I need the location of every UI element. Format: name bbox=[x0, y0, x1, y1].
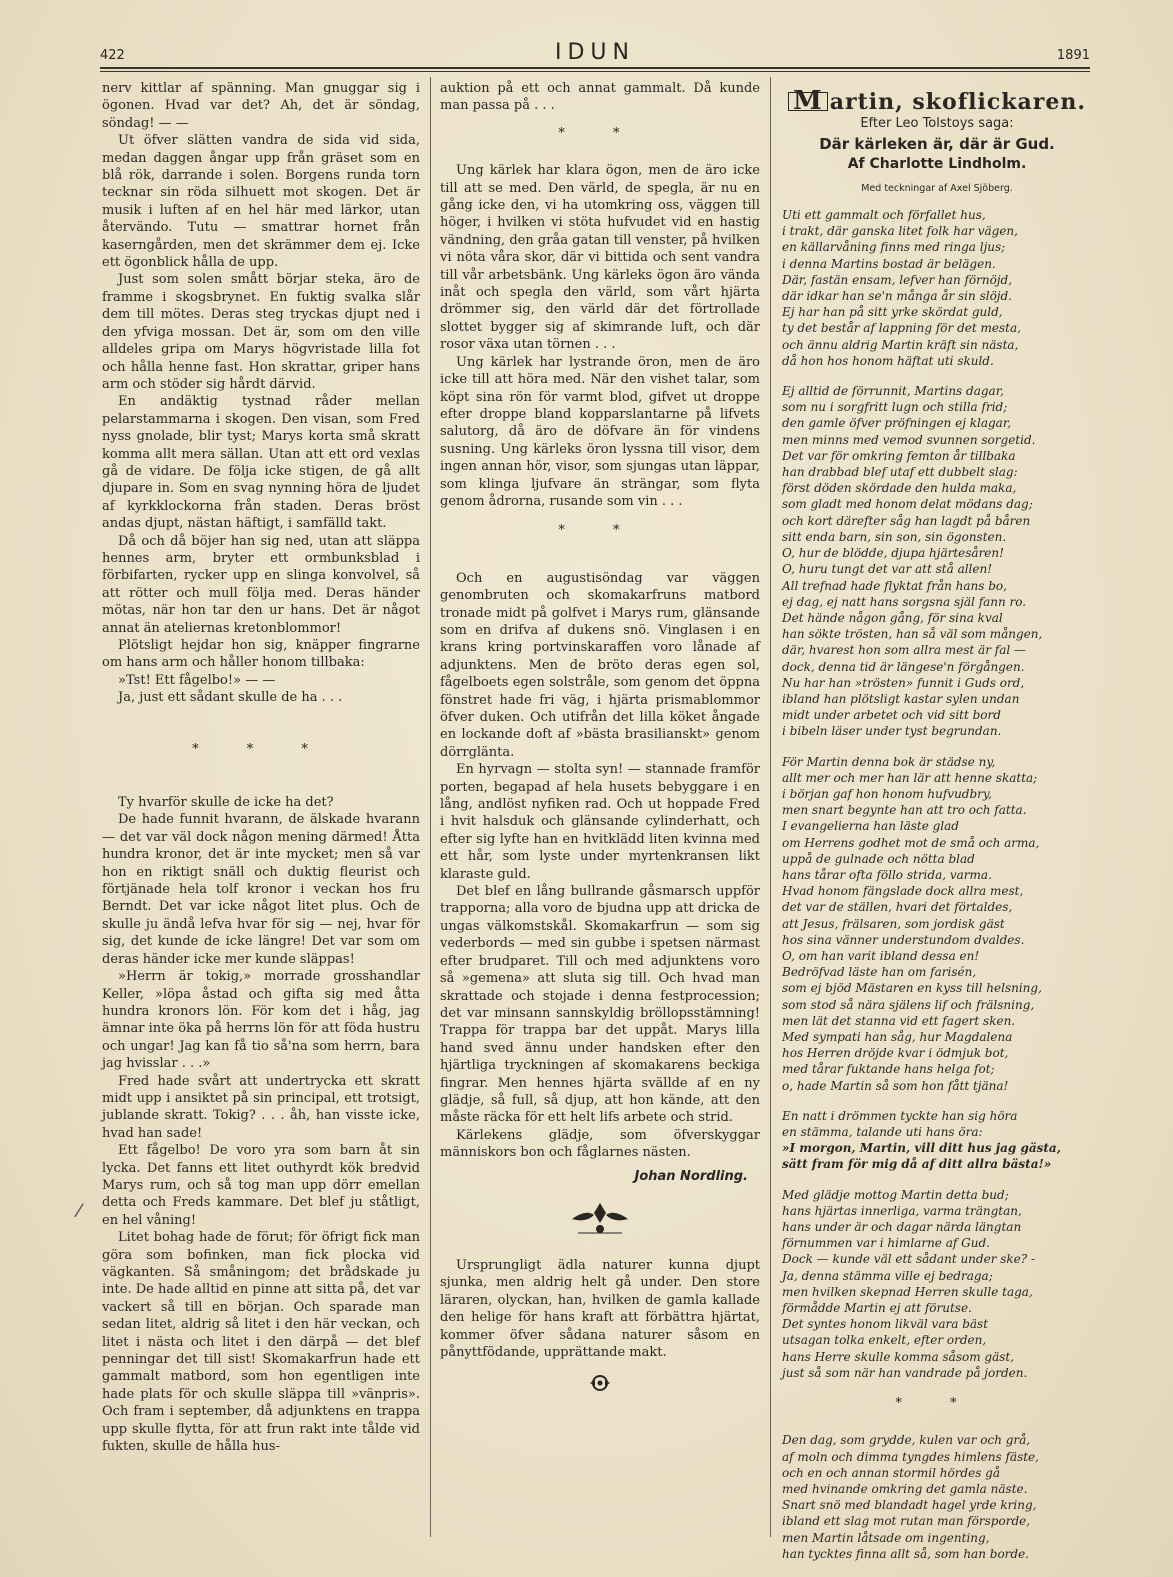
verse-line: »I morgon, Martin, vill ditt hus jag gästa, bbox=[782, 1141, 1061, 1156]
verse-line: uppå de gulnade och nötta blad bbox=[782, 851, 975, 866]
verse-line: med tårar fuktande hans helga fot; bbox=[782, 1062, 995, 1077]
verse-line: som nu i sorgfritt lugn och stilla frid; bbox=[782, 400, 1008, 415]
verse-line: först döden skördade den hulda maka, bbox=[782, 481, 1017, 496]
verse-line: ibland ett slag mot rutan man försporde, bbox=[782, 1514, 1031, 1529]
verse-line: men Martin låtsade om ingenting, bbox=[782, 1530, 990, 1545]
verse-line: Ja, denna stämma ville ej bedraga; bbox=[782, 1268, 993, 1283]
verse-line: om Herrens godhet mot de små och arma, bbox=[782, 835, 1040, 850]
verse-line: sitt enda barn, sin son, sin ögonsten. bbox=[782, 529, 1007, 544]
verse-line: men lät det stanna vid ett fagert sken. bbox=[782, 1013, 1016, 1028]
verse-line: ej dag, ej natt hans sorgsna själ fann ro. bbox=[782, 594, 1027, 609]
verse-line: han sökte trösten, han så väl som mången, bbox=[782, 627, 1043, 642]
paragraph: Det blef en lång bullrande gåsmarsch uppför trapporna; alla voro de bjudna upp att dricka de ungas välkomstskål. Skomakarfrun — som sig vederbords — med sin gubbe i spetsen närmast efter brudparet. Till och med adjunktens voro så »gemena» att sluta sig till. Och hvad man skrattade och stojade i denna festprocession; det var minsann sannskyldig bröllopsstämning! Trappa för trappa bar det uppåt. Marys lilla hand sved ännu under handsken efter den hjärtliga tryckningen af skomakarens beckiga fingrar. Men hennes hjärta svällde af en ny glädje, så full, så djup, att hon kände, att den måste räcka för ett helt lifs arbete och strid. bbox=[440, 884, 760, 1126]
verse-line: dock, denna tid är längese'n förgången. bbox=[782, 659, 1025, 674]
poem-title bbox=[782, 86, 1092, 116]
verse-line: I evangelierna han läste glad bbox=[782, 819, 959, 834]
poem-subtitle: Där kärleken är, där är Gud. bbox=[819, 134, 1055, 153]
verse-line: i bibeln läser under tyst begrundan. bbox=[782, 724, 1002, 739]
paragraph: Ty hvarför skulle de icke ha det? bbox=[118, 795, 334, 811]
paragraph: En hyrvagn — stolta syn! — stannade framför porten, begapad af hela husets bebyggare i en lång, andlöst nyfiken rad. Och ut hoppade Fred i hvit halsduk och glänsande cylinderhatt, och efter sig lyfte han en hvitklädd liten kvinna med ett hår, som lyste under myrtenkransen likt klaraste guld. bbox=[440, 762, 760, 882]
verse-line: och en och annan stormil hördes gå bbox=[782, 1465, 1001, 1480]
verse-line: All trefnad hade flyktat från hans bo, bbox=[782, 578, 1007, 593]
dingbat-icon bbox=[587, 1371, 613, 1395]
poem-author: Af Charlotte Lindholm. bbox=[847, 156, 1027, 173]
magazine-title: IDUN bbox=[555, 40, 635, 65]
verse-line: men hvilken skepnad Herren skulle taga, bbox=[782, 1284, 1033, 1299]
ornament-icon bbox=[568, 1199, 632, 1239]
verse-line: Det syntes honom likväl vara bäst bbox=[782, 1317, 989, 1332]
verse-line: hans hjärtas innerliga, varma trängtan, bbox=[782, 1203, 1022, 1218]
verse-stanza bbox=[782, 1108, 1092, 1173]
verse-line: Bedröfvad läste han om farisén, bbox=[782, 965, 977, 980]
verse-line: han tycktes finna allt så, som han borde. bbox=[782, 1546, 1029, 1561]
verse-line: Snart snö med blandadt hagel yrde kring, bbox=[782, 1498, 1037, 1513]
verse-line: ty det består af lappning för det mesta, bbox=[782, 321, 1021, 336]
verse-line: förnummen var i himlarne af Gud. bbox=[782, 1236, 990, 1251]
section-stars: * * bbox=[558, 523, 642, 539]
verse-line: hos Herren dröjde kvar i ödmjuk bot, bbox=[782, 1046, 1009, 1061]
verse-line: där idkar han se'n många år sin slöjd. bbox=[782, 289, 1013, 304]
verse-line: hos sina vänner understundom dvaldes. bbox=[782, 932, 1025, 947]
column-divider bbox=[770, 77, 771, 1537]
verse-line: att Jesus, frälsaren, som jordisk gäst bbox=[782, 916, 1005, 931]
header-rule-thin bbox=[100, 71, 1090, 72]
verse-line: För Martin denna bok är städse ny, bbox=[782, 754, 996, 769]
paragraph: auktion på ett och annat gammalt. Då kunde man passa på . . . bbox=[440, 81, 760, 114]
verse-line: som gladt med honom delat mödans dag; bbox=[782, 497, 1033, 512]
verse-line: som ej bjöd Mästaren en kyss till helsning, bbox=[782, 981, 1042, 996]
verse-line: hans tårar ofta föllo strida, varma. bbox=[782, 867, 992, 882]
verse-line: Ej alltid de förrunnit, Martins dagar, bbox=[782, 384, 1004, 399]
column-divider bbox=[430, 77, 431, 1537]
verse-line: men snart begynte han att tro och fatta. bbox=[782, 803, 1027, 818]
verse-line: i början gaf hon honom hufvudbry, bbox=[782, 786, 992, 801]
verse-stanza bbox=[782, 207, 1092, 369]
page-number: 422 bbox=[100, 48, 125, 63]
verse-line: den gamle öfver pröfningen ej klagar, bbox=[782, 416, 1012, 431]
verse-stanza bbox=[782, 1432, 1092, 1562]
verse-line: af moln och dimma tyngdes himlens fäste, bbox=[782, 1449, 1039, 1464]
verse-line: utsagan tolka enkelt, efter orden, bbox=[782, 1333, 987, 1348]
column-2 bbox=[440, 80, 760, 1395]
verse-stanza bbox=[782, 383, 1092, 739]
verse-line: midt under arbetet och vid sitt bord bbox=[782, 708, 1001, 723]
paragraph: Ung kärlek har klara ögon, men de äro icke till att se med. Den värld, de spegla, är nu en gång icke den, vi ha utomkring oss, väggen till höger, i hvilken vi stöta hufvudet vid en hastig vändning, den gråa gatan till venster, på hvilken vi nöta våra skor, där vi bittida och sent vandra till vår arbetsbänk. Ung kärleks ögon äro vända inåt och spegla den värld, som vårt hjärta drömmer sig, den värld där det förtrollade slottet bygger sig af skimrande luft, och där rosor växa utan törnen . . . bbox=[440, 163, 760, 353]
margin-pencil-mark: / bbox=[73, 1199, 85, 1222]
paragraph: Och en augustisöndag var väggen genombruten och skomakarfruns matbord tronade midt på golfvet i Marys rum, glänsande som en drifva af dukens snö. Vinglasen i en krans kring portvinskaraffen voro lånade af adjunktens. Men de bröto deras egen sol, fågelboets egen solstråle, som genom det öppna fönstret hade fri väg, i hjärta prismablommor öfver duken. Och utifrån det lilla köket ångade en lockande doft af »bästa brasilianskt» genom dörrglänta. bbox=[440, 570, 760, 760]
source-line: Efter Leo Tolstoys saga: bbox=[860, 116, 1014, 132]
verse-line: och ännu aldrig Martin kräft sin nästa, bbox=[782, 337, 1019, 352]
verse-line: en källarvåning finns med ringa ljus; bbox=[782, 240, 1006, 255]
verse-line: En natt i drömmen tyckte han sig höra bbox=[782, 1108, 1018, 1123]
verse-line: Det var för omkring femton år tillbaka bbox=[782, 448, 1016, 463]
verse-line: Hvad honom fängslade dock allra mest, bbox=[782, 884, 1024, 899]
column-3 bbox=[782, 80, 1092, 1576]
header-rule-thick bbox=[100, 67, 1090, 69]
author-signature: Johan Nordling. bbox=[634, 1168, 748, 1184]
paragraph: Då och då böjer han sig ned, utan att släppa hennes arm, bryter ett ormbunksblad i förbifarten, rycker upp en slinga konvolvel, så att rötter och mull följa med. Deras händer mötas, när hon tar den ur hans. Det är något annat än ateliernas kretonblommor! bbox=[102, 533, 420, 636]
paragraph: Ung kärlek har lystrande öron, men de äro icke till att höra med. När den vishet talar, som köpt sina rön för varmt blod, gifvet ut droppe efter droppe bland kopparslantarne på lifvets salutorg, då äro de döfvare än för vindens susning. Ung kärleks öron lyssna till visor, dem ingen annan hör, visor, som sjungas utan läppar, som klinga ljufvare än strängar, som flyta genom ådrorna, rusande som vin . . . bbox=[440, 354, 760, 509]
verse-line: hans under är och dagar närda längtan bbox=[782, 1220, 1022, 1235]
verse-line: o, hade Martin så som hon fått tjäna! bbox=[782, 1078, 1009, 1093]
verse-line: i denna Martins bostad är belägen. bbox=[782, 256, 996, 271]
verse-line: en stämma, talande uti hans öra: bbox=[782, 1125, 983, 1139]
verse-line: O, huru tungt det var att stå allen! bbox=[782, 562, 993, 577]
verse-line: ibland han plötsligt kastar sylen undan bbox=[782, 691, 1020, 706]
paragraph: En andäktig tystnad råder mellan pelarstammarna i skogen. Den visan, som Fred nyss gnolade, blir tyst; Marys korta små skratt komma allt mera sällan. Utan att ett ord vexlas gå de vidare. De följa icke stigen, de gå allt djupare in. Som en svag nynning höra de ljudet af kyrkklockorna från staden. Deras bröst andas djupt, nästan häftigt, i samfälld takt. bbox=[102, 394, 420, 532]
paragraph: Ut öfver slätten vandra de sida vid sida, medan daggen ångar upp från gräset som en blå rök, darrande i solen. Borgens runda torn tecknar sin röda silhuett mot skogen. Det är musik i luften af en hel här med lärkor, utan återvändo. Tutu — smattrar hornet från kaserngården, men det skrämmer dem ej. Icke ett ögonblick hålla de upp. bbox=[102, 133, 420, 271]
verse-line: allt mer och mer han lär att henne skatta; bbox=[782, 770, 1038, 785]
verse-line: och kort därefter såg han lagdt på båren bbox=[782, 513, 1031, 528]
verse-line: Uti ett gammalt och förfallet hus, bbox=[782, 208, 986, 223]
verse-stanza bbox=[782, 1187, 1092, 1381]
paragraph: Ett fågelbo! De voro yra som barn åt sin lycka. Det fanns ett litet outhyrdt kök bredvid Marys rum, och så tog man upp dörr emellan detta och Freds kammare. Det blef ju ståtligt, en hel våning! bbox=[102, 1143, 420, 1228]
verse-line: Det hände någon gång, för sina kval bbox=[782, 610, 1003, 625]
verse-line: där, hvarest hon som allra mest är fal — bbox=[782, 643, 1027, 658]
page-header bbox=[100, 40, 1090, 68]
verse-line: hans Herre skulle komma såsom gäst, bbox=[782, 1349, 1015, 1364]
paragraph: Litet bohag hade de förut; för öfrigt fick man göra som bofinken, man fick plocka vid vägkanten. Så småningom; det brådskade ju inte. De hade alltid en pinne att sitta på, det var vackert så till en början. Och sparade man sedan litet, aldrig så litet i den här veckan, och litet i nästa och litet i den därpå — det blef penningar det till sist! Skomakarfrun hade ett gammalt matbord, som hon egentligen inte hade plats för och skulle släppa till »vänpris». Och fram i september, då adjunktens en trappa upp skulle flytta, för att frun rakt inte tålde vid fukten, skulle de hålla hus- bbox=[102, 1230, 420, 1455]
paragraph: Ursprungligt ädla naturer kunna djupt sjunka, men aldrig helt gå under. Den store läraren, olyckan, han, hvilken de gamla kallade den helige för hans kraft att förbättra hjärtat, kommer öfver sådana naturer såsom en pånyttfödande, upprättande makt. bbox=[440, 1257, 760, 1360]
verse-line: men minns med vemod svunnen sorgetid. bbox=[782, 432, 1036, 447]
paragraph: nerv kittlar af spänning. Man gnuggar sig i ögonen. Hvad var det? Ah, det är söndag, söndag! — — bbox=[102, 81, 420, 131]
verse-line: förmådde Martin ej att förutse. bbox=[782, 1301, 972, 1316]
verse-line: Ej har han på sitt yrke skördat guld, bbox=[782, 305, 1003, 320]
verse-line: just så som när han vandrade på jorden. bbox=[782, 1365, 1028, 1380]
paragraph: Plötsligt hejdar hon sig, knäpper fingrarne om hans arm och håller honom tillbaka: bbox=[102, 638, 420, 671]
verse-line: med hvinande omkring det gamla näste. bbox=[782, 1482, 1028, 1497]
verse-line: Dock — kunde väl ett sådant under ske? - bbox=[782, 1252, 1036, 1267]
verse-line: Den dag, som grydde, kulen var och grå, bbox=[782, 1433, 1031, 1448]
title-text: artin, skoflickaren. bbox=[829, 89, 1087, 115]
verse-line: Där, fastän ensam, lefver han förnöjd, bbox=[782, 272, 1013, 287]
section-stars: * * * bbox=[192, 741, 330, 757]
verse-line: Nu har han »trösten» funnit i Guds ord, bbox=[782, 675, 1025, 690]
section-stars: * * bbox=[895, 1396, 979, 1412]
verse-line: han drabbad blef utaf ett dubbelt slag: bbox=[782, 465, 1018, 480]
paragraph: De hade funnit hvarann, de älskade hvarann — det var väl dock någon mening därmed! Åtta hundra kronor, det är inte mycket; men så var hon en riktigt snäll och duktig fleurist och förtjänade hela tolf kronor i veckan hos fru Berndt. Det var icke något litet plus. Och de skulle ju ändå lefva hvar för sig — nej, hvar för sig, det kunde de icke längre! Det var som om deras händer icke mer kunde släppas! bbox=[102, 812, 420, 967]
verse-line: O, hur de blödde, djupa hjärtesåren! bbox=[782, 546, 1004, 561]
year: 1891 bbox=[1056, 48, 1090, 63]
verse-line: sätt fram för mig då af ditt allra bästa!» bbox=[782, 1157, 1052, 1172]
paragraph: Fred hade svårt att undertrycka ett skratt midt upp i ansiktet på sin principal, ett trotsigt, jublande skratt. Tokig? . . . åh, han visste icke, hvad han sade! bbox=[102, 1073, 420, 1141]
verse-line: O, om han varit ibland dessa en! bbox=[782, 948, 980, 963]
paragraph: Just som solen smått börjar steka, äro de framme i skogsbrynet. En fuktig svalka slår dem till mötes. Deras steg tryckas djupt ned i den yfviga mossan. Det är, som om den ville alldeles gripa om Marys högvristade lilla fot och hålla henne fast. Hon skrattar, griper hans arm och stöder sig hårdt därvid. bbox=[102, 272, 420, 392]
verse-line: Med glädje mottog Martin detta bud; bbox=[782, 1187, 1009, 1202]
verse-line: det var de ställen, hvari det förtaldes, bbox=[782, 900, 1013, 915]
paragraph: Ja, just ett sådant skulle de ha . . . bbox=[118, 690, 343, 706]
verse-line: då hon hos honom häftat uti skuld. bbox=[782, 353, 994, 368]
verse-line: i trakt, där ganska litet folk har vägen, bbox=[782, 224, 1018, 239]
column-1 bbox=[102, 80, 420, 1455]
verse-stanza bbox=[782, 754, 1092, 1094]
paragraph: »Tst! Ett fågelbo!» — — bbox=[118, 672, 276, 688]
illustrator-credit: Med teckningar af Axel Sjöberg. bbox=[861, 182, 1013, 194]
paragraph: »Herrn är tokig,» morrade grosshandlar Keller, »löpa åstad och gifta sig med åtta hundra kronors lön. För kom det i håg, jag ämnar inte öka på herrns lön för att föda hustru och ungar! Jag kan få tio så'na som herrn, bara jag hvisslar . . .» bbox=[102, 969, 420, 1072]
verse-line: Med sympati han såg, hur Magdalena bbox=[782, 1029, 1013, 1044]
paragraph: Kärlekens glädje, som öfverskyggar människors bon och fåglarnes nästen. bbox=[440, 1127, 760, 1161]
verse-line: som stod så nära själens lif och frälsning, bbox=[782, 997, 1035, 1012]
section-stars: * * bbox=[558, 125, 642, 141]
title-initial: M bbox=[788, 92, 828, 111]
